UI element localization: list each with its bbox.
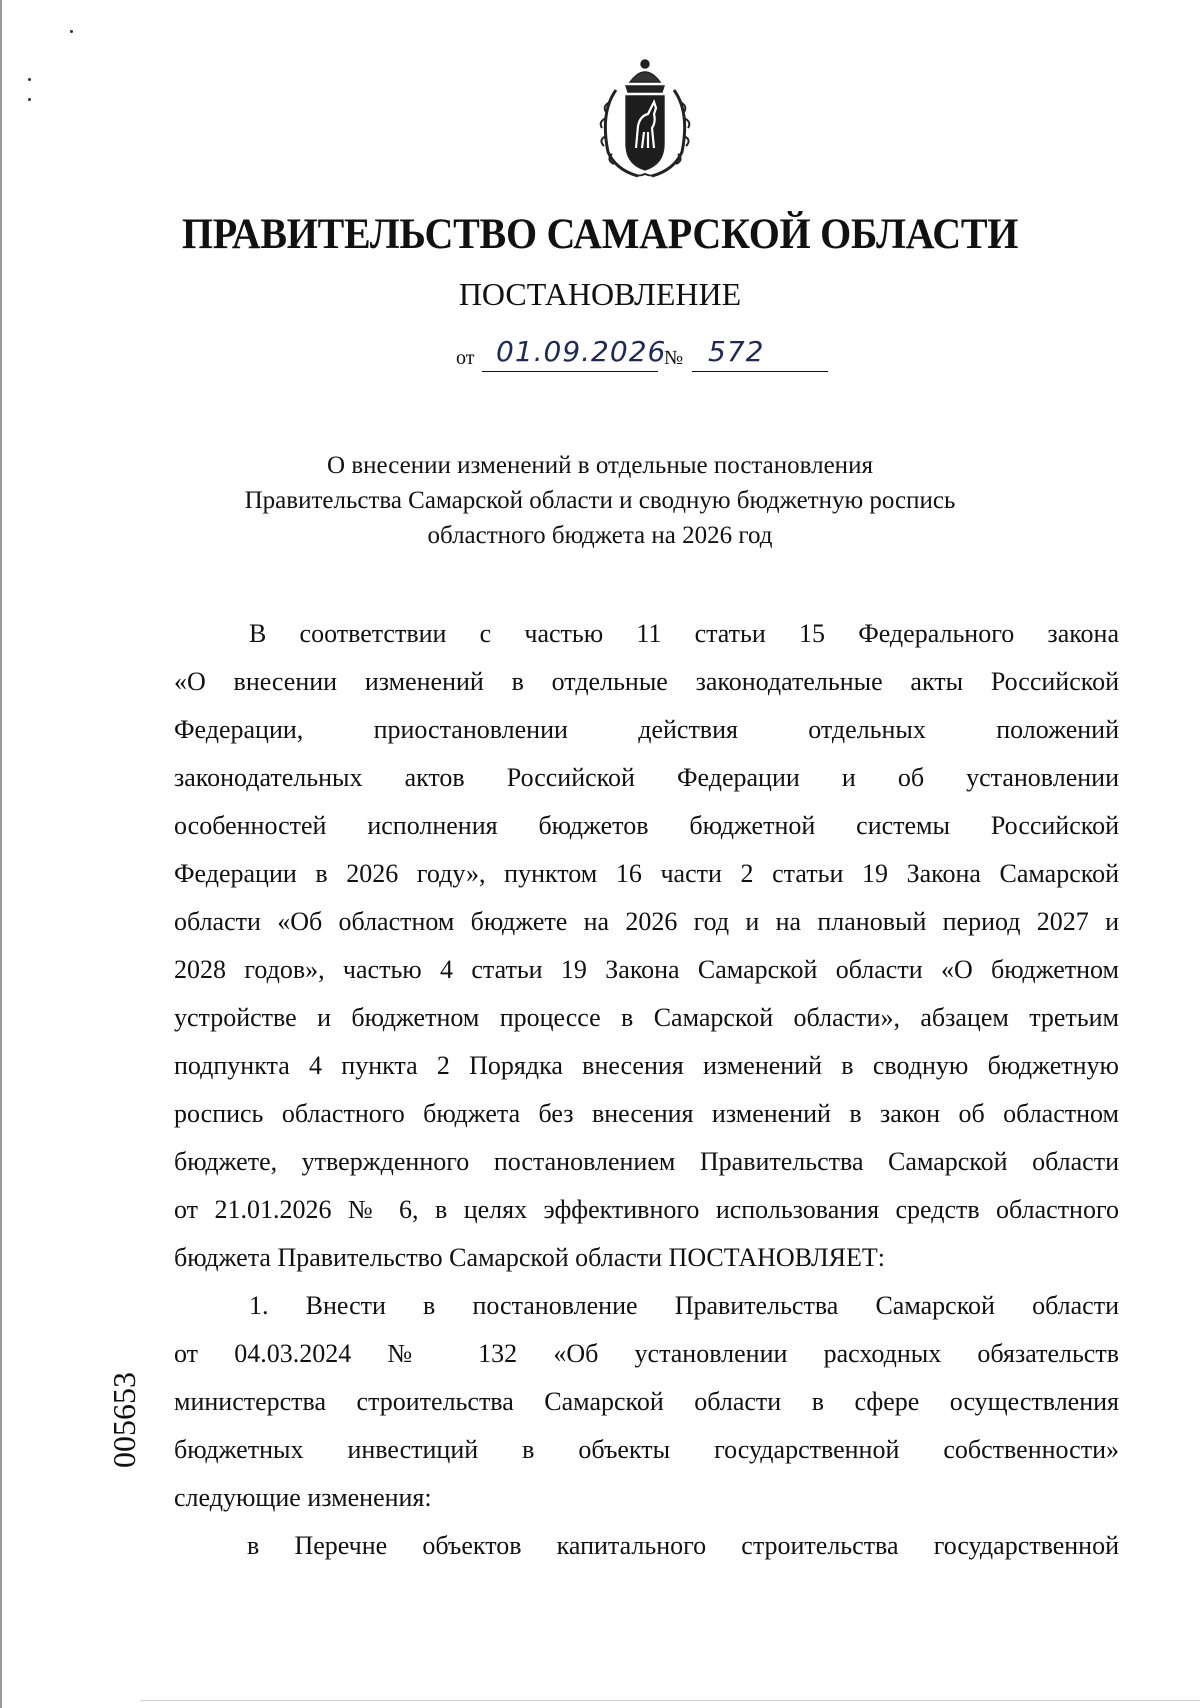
- scan-speck: [28, 98, 31, 101]
- document-number: 572: [708, 335, 765, 368]
- body-line: в Перечне объектов капитального строительства государственной: [247, 1531, 1119, 1560]
- body-line: бюджетных инвестиций в объекты государственной собственности»: [174, 1435, 1119, 1464]
- number-underline: [692, 371, 828, 372]
- scan-speck: [28, 78, 31, 81]
- subject-line: О внесении изменений в отдельные постановления: [327, 452, 873, 479]
- body-line: В соответствии с частью 11 статьи 15 Федерального закона: [249, 619, 1119, 648]
- document-body: [174, 610, 1119, 1570]
- body-line: 1. Внести в постановление Правительства Самарской области: [249, 1291, 1119, 1320]
- body-line: устройстве и бюджетном процессе в Самарской области», абзацем третьим: [174, 1003, 1119, 1032]
- date-underline: [482, 371, 658, 372]
- body-line: бюджете, утвержденного постановлением Правительства Самарской области: [174, 1147, 1119, 1176]
- government-title: ПРАВИТЕЛЬСТВО САМАРСКОЙ ОБЛАСТИ: [181, 211, 1019, 258]
- scan-speck: [70, 30, 73, 33]
- body-line: Федерации, приостановлении действия отдельных положений: [174, 715, 1119, 744]
- number-prefix: №: [664, 347, 684, 369]
- date-number-line: [456, 330, 846, 376]
- subject-line: областного бюджета на 2026 год: [427, 522, 773, 549]
- scan-edge-line: [0, 0, 2, 1708]
- body-line: законодательных актов Российской Федерации и об установлении: [174, 763, 1119, 792]
- document-date: 01.09.2026: [496, 335, 667, 368]
- body-line: министерства строительства Самарской области в сфере осуществления: [174, 1387, 1119, 1416]
- subject-line: Правительства Самарской области и сводную бюджетную роспись: [244, 487, 956, 514]
- body-line: 2028 годов», частью 4 статьи 19 Закона Самарской области «О бюджетном: [174, 955, 1119, 984]
- date-prefix: от: [456, 347, 475, 369]
- document-type: ПОСТАНОВЛЕНИЕ: [458, 276, 742, 312]
- body-line: следующие изменения:: [174, 1483, 432, 1512]
- scan-bottom-edge: [140, 1700, 1200, 1701]
- document-subject: [0, 448, 1200, 553]
- body-line: от 04.03.2024 № 132 «Об установлении расходных обязательств: [174, 1339, 1119, 1368]
- body-line: подпункта 4 пункта 2 Порядка внесения изменений в сводную бюджетную: [174, 1051, 1119, 1080]
- body-line: особенностей исполнения бюджетов бюджетной системы Российской: [174, 811, 1119, 840]
- body-line: роспись областного бюджета без внесения изменений в закон об областном: [174, 1099, 1119, 1128]
- body-line: Федерации в 2026 году», пунктом 16 части 2 статьи 19 Закона Самарской: [174, 859, 1119, 888]
- body-line: «О внесении изменений в отдельные законодательные акты Российской: [174, 667, 1119, 696]
- samara-coat-of-arms-icon: [586, 52, 704, 184]
- body-line: области «Об областном бюджете на 2026 год и на плановый период 2027 и: [174, 907, 1119, 936]
- body-line: бюджета Правительство Самарской области ПОСТАНОВЛЯЕТ:: [174, 1243, 886, 1272]
- body-line: от 21.01.2026 № 6, в целях эффективного использования средств областного: [174, 1195, 1119, 1224]
- registration-number: 005653: [106, 1372, 142, 1468]
